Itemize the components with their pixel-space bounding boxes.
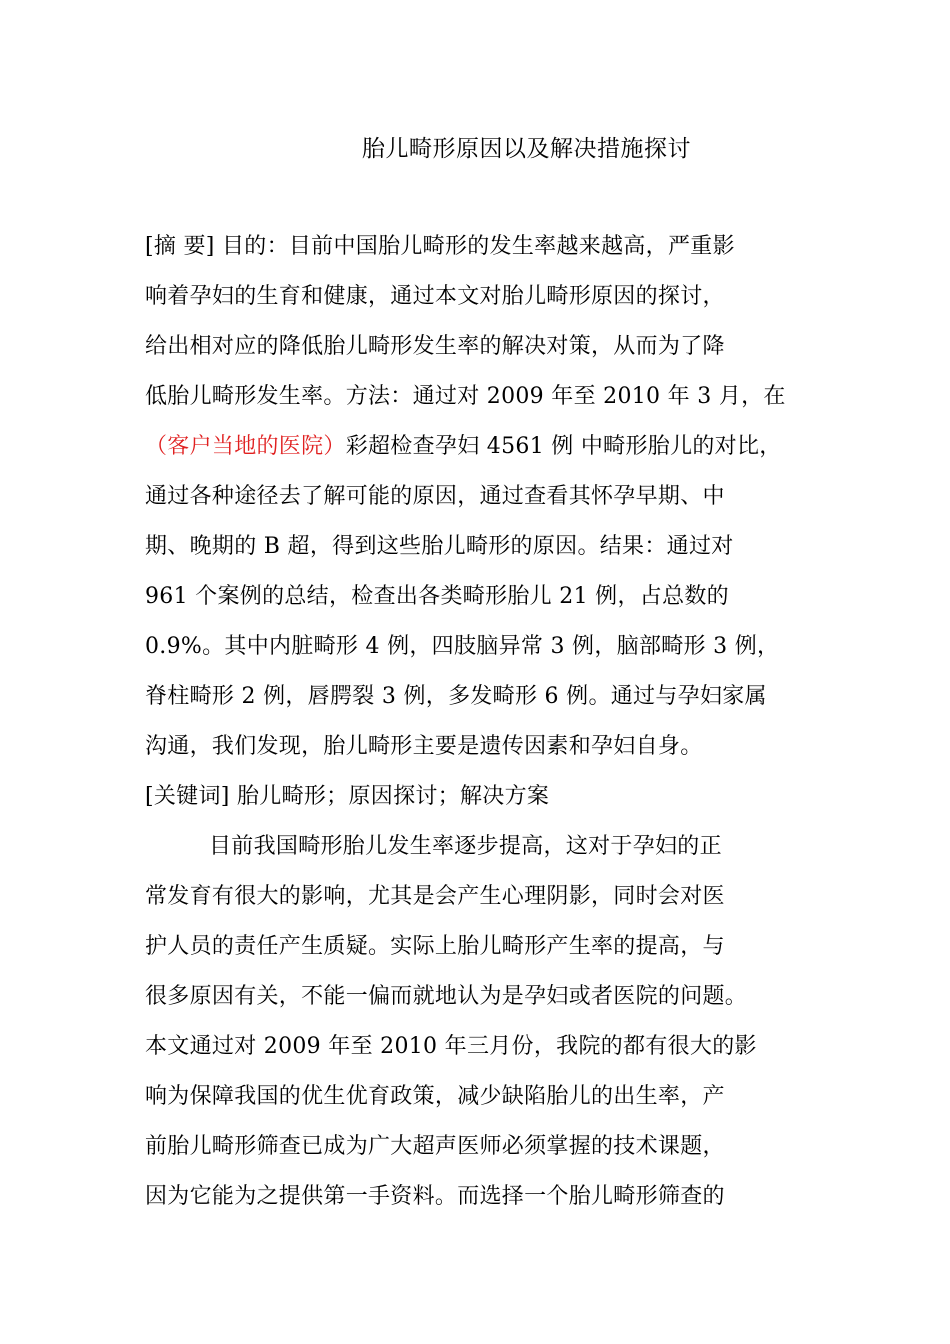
abstract-line-10: 脊柱畸形 2 例，唇腭裂 3 例，多发畸形 6 例。通过与孕妇家属 — [145, 684, 767, 709]
body-line-5: 本文通过对 2009 年至 2010 年三月份，我院的都有很大的影 — [145, 1034, 757, 1059]
abstract-label: [摘 要] — [145, 234, 215, 259]
body-line-6: 响为保障我国的优生优育政策，减少缺陷胎儿的出生率，产 — [145, 1084, 725, 1109]
body-line-1: 目前我国畸形胎儿发生率逐步提高，这对于孕妇的正 — [209, 834, 722, 859]
abstract-line-3: 给出相对应的降低胎儿畸形发生率的解决对策，从而为了降 — [145, 334, 725, 359]
abstract-line-5 — [145, 430, 835, 464]
abstract-line-1 — [145, 230, 835, 264]
body-line-3: 护人员的责任产生质疑。实际上胎儿畸形产生率的提高，与 — [145, 934, 725, 959]
body-line-4: 很多原因有关，不能一偏而就地认为是孕妇或者医院的问题。 — [145, 984, 748, 1009]
abstract-line-5-text: 彩超检查孕妇 4561 例 中畸形胎儿的对比， — [345, 434, 782, 459]
abstract-line-11: 沟通，我们发现，胎儿畸形主要是遗传因素和孕妇自身。 — [145, 734, 703, 759]
body-line-8: 因为它能为之提供第一手资料。而选择一个胎儿畸形筛查的 — [145, 1184, 725, 1209]
hospital-placeholder: （客户当地的医院） — [145, 434, 346, 459]
abstract-line-9: 0.9%。其中内脏畸形 4 例，四肢脑异常 3 例，脑部畸形 3 例， — [145, 634, 780, 659]
body-line-2: 常发育有很大的影响，尤其是会产生心理阴影，同时会对医 — [145, 884, 725, 909]
abstract-line-8: 961 个案例的总结，检查出各类畸形胎儿 21 例，占总数的 — [145, 584, 729, 609]
abstract-line-6: 通过各种途径去了解可能的原因，通过查看其怀孕早期、中 — [145, 484, 725, 509]
keywords-line — [145, 780, 835, 814]
keywords-label: [关键词] — [145, 784, 230, 809]
body-line-7: 前胎儿畸形筛查已成为广大超声医师必须掌握的技术课题， — [145, 1134, 725, 1159]
abstract-line-7: 期、晚期的 B 超，得到这些胎儿畸形的原因。结果：通过对 — [145, 534, 734, 559]
document-title: 胎儿畸形原因以及解决措施探讨 — [362, 136, 691, 162]
abstract-line-4: 低胎儿畸形发生率。方法：通过对 2009 年至 2010 年 3 月，在 — [145, 384, 786, 409]
abstract-line-2: 响着孕妇的生育和健康，通过本文对胎儿畸形原因的探讨， — [145, 284, 725, 309]
abstract-text: 目的：目前中国胎儿畸形的发生率越来越高，严重影 — [214, 234, 735, 259]
keywords-text: 胎儿畸形；原因探讨；解决方案 — [229, 784, 550, 809]
